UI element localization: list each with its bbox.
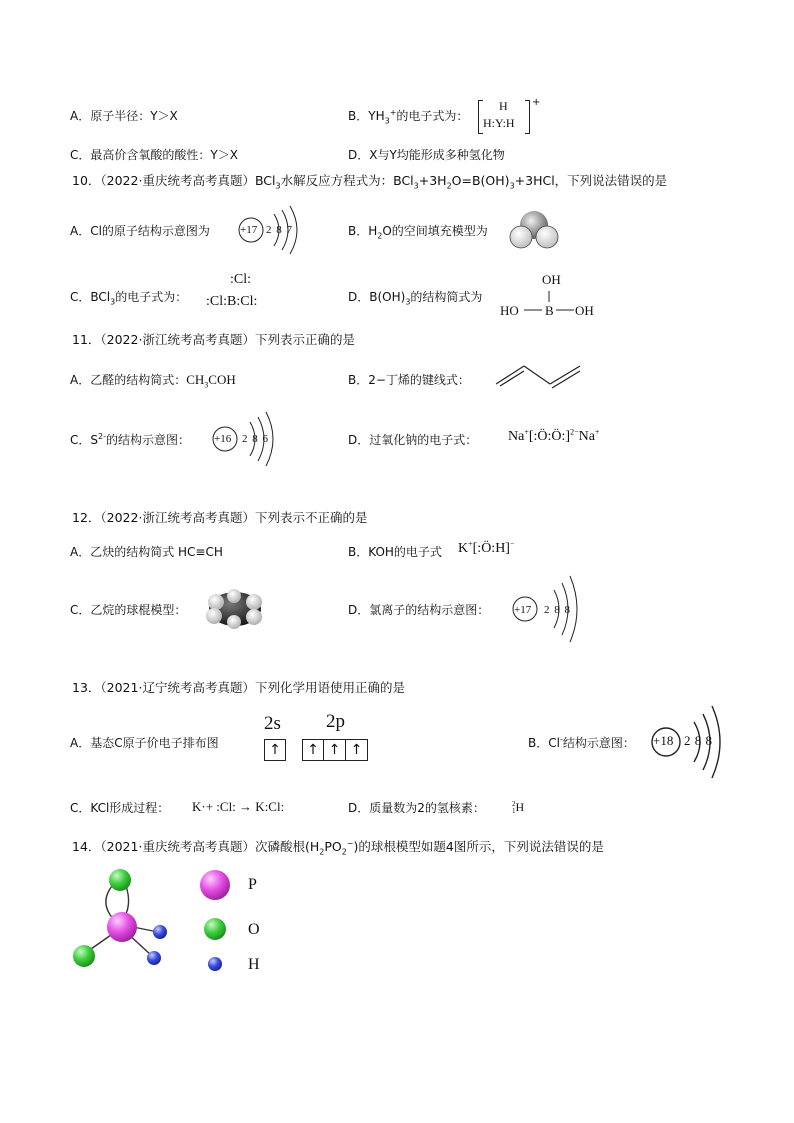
h-atom-bottom xyxy=(147,951,161,965)
o-atom-legend-icon xyxy=(202,916,228,942)
q13-d-nuclide: 2 1 H xyxy=(512,800,525,816)
q12-b-electron-formula: K+[:Ö:H]− xyxy=(458,539,515,556)
2-butene-skeletal-icon xyxy=(494,362,584,388)
q11-d-electron-formula: Na+[:Ö:Ö:]$^{2-}$Na+ xyxy=(508,427,600,444)
q12-option-d: D．氯离子的结构示意图： xyxy=(348,603,490,617)
q12-stem: 12．（2022·浙江统考高考真题）下列表示不正确的是 xyxy=(72,510,368,525)
q9-option-a: A．原子半径：Y＞X xyxy=(70,109,178,123)
p-atom-center xyxy=(107,912,137,942)
q11-option-d: D．过氧化钠的电子式： xyxy=(348,433,478,447)
q12-option-b: B．KOH的电子式 xyxy=(348,545,442,559)
q9-b-charge: + xyxy=(532,97,541,108)
q10-c-electron-formula: :Cl:B:Cl: xyxy=(206,294,258,309)
q13-option-b: B．Cl-结构示意图： xyxy=(528,735,635,750)
q12-option-a: A．乙炔的结构简式 HC≡CH xyxy=(70,545,223,559)
q13-option-c: C．KCl形成过程： xyxy=(70,801,170,815)
q11-stem: 11．（2022·浙江统考高考真题）下列表示正确的是 xyxy=(72,332,355,347)
q13-stem: 13．（2021·辽宁统考高考真题）下列化学用语使用正确的是 xyxy=(72,680,405,695)
q13-option-d: D．质量数为2的氢核素： xyxy=(348,801,485,815)
h-atom-legend-icon xyxy=(207,956,223,972)
q14-stem: 14．（2021·重庆统考高考真题）次磷酸根$(H_2PO_2^-)$的球根模型如题4图所示，下列说法错误的是 xyxy=(72,838,604,857)
q13-option-a: A．基态C原子价电子排布图 xyxy=(70,736,219,750)
q10-option-c: C．BCl$_3$的电子式为： xyxy=(70,290,188,307)
q9-b-label: B．YH xyxy=(348,109,385,123)
2p-orbital-box-2: ↑ xyxy=(323,739,346,761)
water-space-filling-model-icon xyxy=(508,210,560,250)
q12-option-c: C．乙烷的球棍模型： xyxy=(70,603,187,617)
o-atom-top xyxy=(109,869,131,891)
2p-orbital-box-1: ↑ xyxy=(302,739,324,761)
ethane-ball-model-icon xyxy=(204,588,266,630)
q10-option-a: A．Cl的原子结构示意图为 xyxy=(70,224,210,238)
q10-option-d: D．$B(OH)_3$的结构简式为 xyxy=(348,290,483,307)
q10-c-top-cl: :Cl: xyxy=(230,272,252,287)
b-oh-bonds-icon xyxy=(520,288,580,314)
h-atom-right xyxy=(153,925,167,939)
hypophosphite-ball-stick-model xyxy=(68,862,178,972)
q11-option-b: B．2−丁烯的键线式： xyxy=(348,373,470,387)
2p-orbital-box-3: ↑ xyxy=(345,739,368,761)
q9-option-b: B．$YH_3^+$的电子式为： xyxy=(348,108,469,126)
o-atom-bottom xyxy=(73,945,95,967)
p-atom-legend-icon xyxy=(198,868,232,902)
q9-option-d: D．X与Y均能形成多种氢化物 xyxy=(348,148,505,162)
q13-c-formation-process: K·+ :Cl: → K:Cl: xyxy=(192,799,285,814)
q9-b-electron-formula: H H:Y:H xyxy=(478,100,530,134)
q9-option-c: C．最高价含氧酸的酸性：Y＞X xyxy=(70,148,238,162)
2s-orbital-box: ↑ xyxy=(264,739,286,761)
q11-option-a: A．乙醛的结构简式：$CH_3COH$ xyxy=(70,372,236,390)
q10-stem: 10．（2022·重庆统考高考真题）BCl$_3$水解反应方程式为：$BCl_3+3H_2O=B(OH)_3+3HCl$，下列说法错误的是 xyxy=(72,173,668,191)
q10-option-b: B．$H_2O$的空间填充模型为 xyxy=(348,224,488,241)
q11-option-c: C．$S^{2-}$的结构示意图： xyxy=(70,432,190,447)
